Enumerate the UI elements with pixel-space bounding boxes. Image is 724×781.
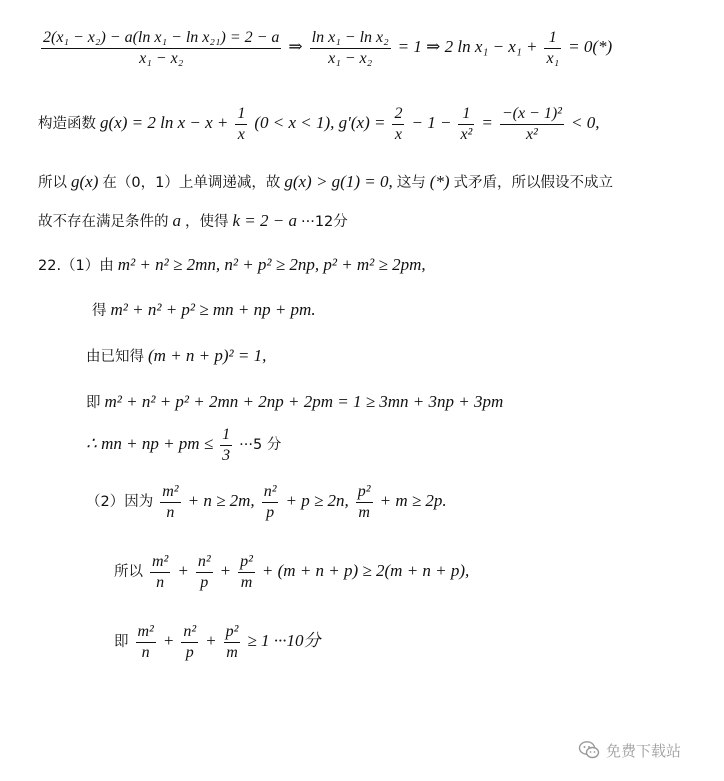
numerator: m² bbox=[137, 623, 154, 640]
text: 即 bbox=[114, 634, 129, 651]
denominator: x² bbox=[460, 126, 473, 143]
text-line-11 bbox=[114, 552, 469, 593]
fraction bbox=[150, 552, 170, 593]
fraction bbox=[235, 104, 247, 145]
numerator: m² bbox=[162, 483, 179, 500]
numerator: ln x₁ − ln x₂ bbox=[311, 29, 389, 46]
fraction bbox=[500, 104, 564, 145]
numerator: p² bbox=[357, 483, 371, 500]
denominator: x bbox=[237, 126, 245, 143]
numerator: 1 bbox=[548, 29, 557, 46]
math-text: + bbox=[177, 561, 189, 581]
fraction bbox=[160, 482, 180, 523]
math-text: = 1 ⇒ 2 ln x₁ − x₁ + bbox=[397, 37, 538, 57]
numerator: 2 bbox=[394, 105, 403, 122]
fraction bbox=[181, 622, 198, 663]
text-line-6 bbox=[92, 300, 316, 321]
numerator: 1 bbox=[462, 105, 471, 122]
text: ···5 分 bbox=[239, 437, 282, 454]
math-text: m² + n² ≥ 2mn, n² + p² ≥ 2np, p² + m² ≥ 2pm, bbox=[117, 255, 426, 274]
numerator: p² bbox=[240, 553, 253, 570]
fraction bbox=[41, 28, 281, 69]
numerator: 2(x₁ − x₂) − a(ln x₁ − ln x₂₁) = 2 − a bbox=[43, 29, 280, 46]
text: 故不存在满足条件的 bbox=[38, 214, 169, 230]
math-text: (m + n + p)² = 1, bbox=[148, 346, 267, 365]
math-text: + bbox=[219, 561, 232, 581]
math-text: k = 2 − a bbox=[232, 211, 297, 230]
fraction bbox=[310, 28, 391, 69]
numerator: m² bbox=[152, 553, 169, 570]
fraction bbox=[136, 622, 156, 663]
text: 得 bbox=[92, 303, 107, 319]
math-text: = 0(*) bbox=[568, 37, 613, 57]
fraction bbox=[458, 104, 474, 145]
denominator: p bbox=[185, 644, 194, 661]
text-line-8 bbox=[86, 392, 503, 413]
text: 所以 bbox=[114, 564, 143, 581]
text: 由已知得 bbox=[86, 349, 144, 365]
math-text: g(x) = 2 ln x − x + bbox=[100, 113, 229, 133]
numerator: 1 bbox=[222, 426, 231, 443]
text: ，使得 bbox=[185, 214, 229, 230]
fraction bbox=[220, 425, 232, 466]
math-text: ≥ 1 ···10分 bbox=[247, 631, 321, 651]
math-text: (*) bbox=[429, 172, 450, 191]
denominator: x₁ bbox=[546, 50, 560, 67]
text-line-9 bbox=[86, 425, 281, 466]
text: 22.（1）由 bbox=[38, 258, 114, 274]
math-text: − 1 − bbox=[411, 113, 452, 133]
denominator: m bbox=[240, 574, 253, 591]
equation-line-1 bbox=[38, 28, 612, 69]
text: 构造函数 bbox=[38, 116, 96, 133]
denominator: n bbox=[156, 574, 165, 591]
watermark bbox=[578, 738, 708, 762]
fraction bbox=[196, 552, 213, 593]
math-text: m² + n² + p² ≥ mn + np + pm. bbox=[110, 300, 316, 319]
math-text: a bbox=[172, 211, 181, 230]
numerator: −(x − 1)² bbox=[501, 105, 562, 122]
text: 这与 bbox=[396, 175, 426, 191]
math-text: + p ≥ 2n, bbox=[285, 491, 349, 511]
math-text: + n ≥ 2m, bbox=[187, 491, 255, 511]
math-text: + m ≥ 2p. bbox=[379, 491, 447, 511]
denominator: x₁ − x₂ bbox=[139, 50, 184, 67]
text: 即 bbox=[86, 395, 101, 411]
math-text: g(x) > g(1) = 0, bbox=[284, 172, 393, 191]
math-text: ∴ mn + np + pm ≤ bbox=[86, 434, 214, 454]
denominator: 3 bbox=[222, 447, 231, 464]
text-line-12 bbox=[114, 622, 321, 663]
denominator: p bbox=[200, 574, 209, 591]
wechat-icon bbox=[578, 739, 600, 761]
fraction bbox=[224, 622, 241, 663]
fraction bbox=[392, 104, 404, 145]
math-text: = bbox=[481, 113, 493, 133]
denominator: x bbox=[394, 126, 403, 143]
numerator: n² bbox=[263, 483, 277, 500]
text: ···12分 bbox=[301, 214, 348, 230]
denominator: x² bbox=[525, 126, 538, 143]
math-text: m² + n² + p² + 2mn + 2np + 2pm = 1 ≥ 3mn + 3np + 3pm bbox=[104, 392, 504, 411]
math-text: + bbox=[205, 631, 217, 651]
text-line-5 bbox=[38, 255, 426, 276]
math-text: g(x) bbox=[71, 172, 99, 191]
denominator: p bbox=[266, 504, 275, 521]
fraction bbox=[262, 482, 279, 523]
numerator: n² bbox=[183, 623, 197, 640]
text-line-4 bbox=[38, 211, 348, 232]
denominator: n bbox=[141, 644, 150, 661]
math-text: + bbox=[162, 631, 175, 651]
text: 式矛盾，所以假设不成立 bbox=[453, 175, 614, 191]
watermark-text: 免费下载站 bbox=[606, 741, 682, 760]
fraction bbox=[238, 552, 255, 593]
denominator: x₁ − x₂ bbox=[328, 50, 373, 67]
text-line-10 bbox=[86, 482, 447, 523]
math-text: (0 < x < 1), g′(x) = bbox=[254, 113, 386, 133]
fraction bbox=[544, 28, 561, 69]
numerator: p² bbox=[225, 623, 239, 640]
denominator: m bbox=[226, 644, 238, 661]
text: （2）因为 bbox=[86, 494, 154, 511]
denominator: n bbox=[166, 504, 175, 521]
fraction bbox=[356, 482, 373, 523]
equation-line-2 bbox=[38, 104, 599, 145]
text-line-3 bbox=[38, 172, 613, 193]
math-text: ⇒ bbox=[288, 37, 303, 57]
text: 所以 bbox=[38, 175, 67, 191]
numerator: 1 bbox=[237, 105, 246, 122]
numerator: n² bbox=[197, 553, 211, 570]
math-text: + (m + n + p) ≥ 2(m + n + p), bbox=[261, 561, 470, 581]
math-text: < 0, bbox=[570, 113, 600, 133]
text: 在（0，1）上单调递减，故 bbox=[102, 175, 281, 191]
text-line-7 bbox=[86, 346, 266, 367]
denominator: m bbox=[358, 504, 370, 521]
